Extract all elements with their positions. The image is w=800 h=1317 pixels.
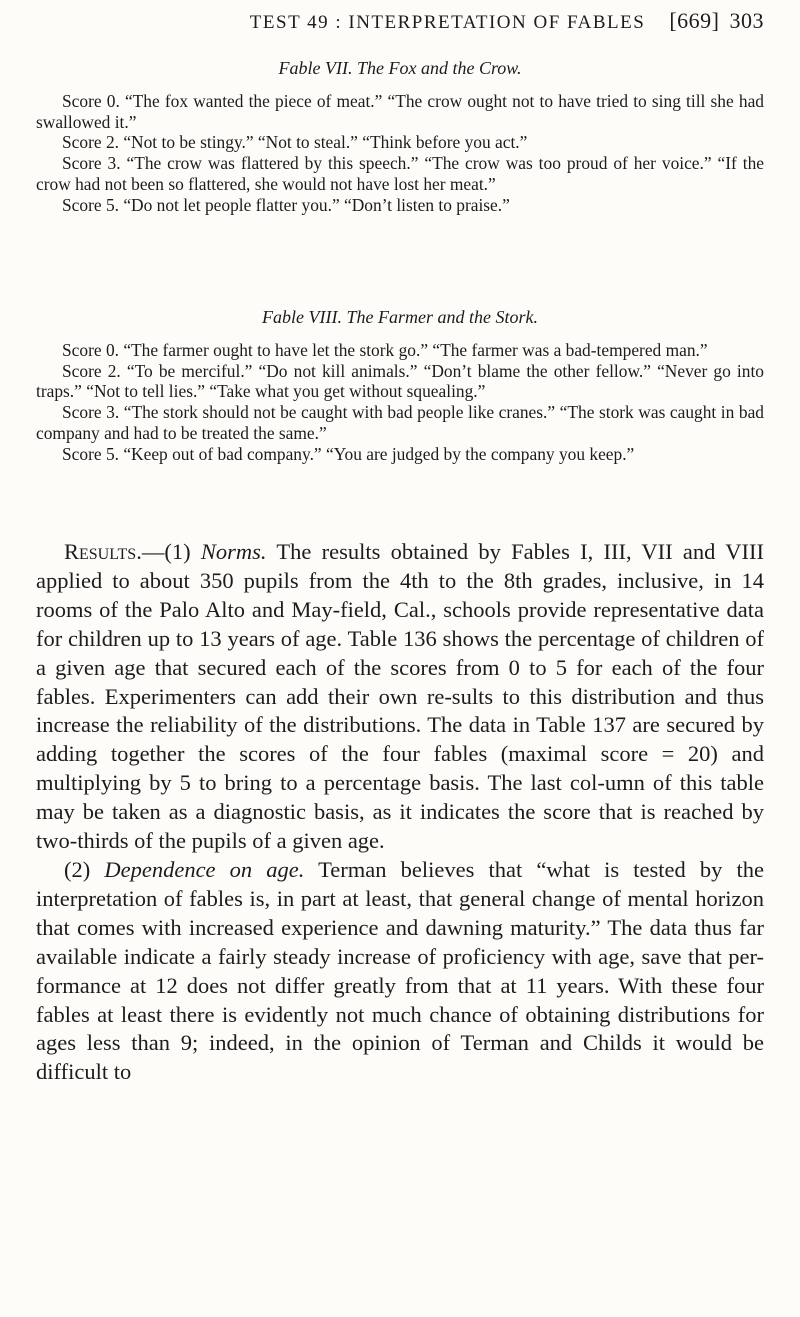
page-number: 303: [729, 8, 764, 33]
fable-vii-score-5: Score 5. “Do not let people flatter you.” “Don’t listen to praise.”: [62, 194, 510, 215]
norms-paragraph: [36, 538, 764, 856]
norms-title: Norms.: [200, 539, 267, 564]
norms-number: —(1): [141, 539, 201, 564]
fable-viii-score-5: Score 5. “Keep out of bad company.” “You are judged by the company you keep.”: [62, 443, 635, 464]
bracket-number: [669]: [669, 8, 720, 33]
fable-vii-section: [36, 58, 764, 216]
results-lead: Results.: [64, 539, 142, 564]
fable-viii-section: [36, 307, 764, 465]
fable-vii-score-3: Score 3. “The crow was flattered by this speech.” “The crow was too proud of her voice.” “If the crow had not been so flattered, she would not have lost her meat.”: [36, 153, 764, 194]
fable-vii-score-0: Score 0. “The fox wanted the piece of meat.” “The crow ought not to have tried to sing till she had swallowed it.”: [36, 90, 764, 132]
fable-viii-score-2: Score 2. “To be merciful.” “Do not kill animals.” “Don’t blame the other fellow.” “Never go into traps.” “Not to tell lies.” “Take what you get without squealing.”: [36, 360, 764, 402]
fable-viii-score-0: Score 0. “The farmer ought to have let the stork go.” “The farmer was a bad-tempered man.”: [62, 339, 708, 360]
age-text: Terman believes that “what is tested by the interpretation of fables is, in part at least, that general change of mental horizon that comes with increased experience and dawning maturity.” The data thus far available indicate a fairly steady increase of proficiency with age, save that per-formance at 12 does not differ greatly from that at 11 years. With these four fables at least there is evidently not much chance of obtaining distributions for ages less than 9; indeed, in the opinion of Terman and Childs it would be difficult to: [36, 856, 765, 1085]
age-title: Dependence on age.: [104, 856, 305, 882]
running-head: [36, 8, 764, 34]
running-title: TEST 49 : INTERPRETATION OF FABLES: [249, 12, 646, 33]
results-section: [36, 538, 764, 1087]
age-paragraph: [36, 856, 764, 1087]
fable-viii-heading: Fable VIII. The Farmer and the Stork.: [262, 307, 538, 327]
fable-vii-score-2: Score 2. “Not to be stingy.” “Not to steal.” “Think before you act.”: [62, 132, 528, 153]
fable-viii-score-3: Score 3. “The stork should not be caught with bad people like cranes.” “The stork was caught in bad company and had to be treated the same.”: [36, 402, 764, 443]
page-number-block: [669, 8, 764, 34]
fable-vii-heading: Fable VII. The Fox and the Crow.: [278, 58, 522, 78]
age-number: (2): [64, 856, 105, 882]
norms-text: The results obtained by Fables I, III, VII and VIII applied to about 350 pupils from the 4th to the 8th grades, inclusive, in 14 rooms of the Palo Alto and May-field, Cal., schools provide representative data for children up to 13 years of age. Table 136 shows the percentage of children of a given age that secured each of the scores from 0 to 5 for each of the four fables. Experimenters can add their own re-sults to this distribution and thus increase the reliability of the distributions. The data in Table 137 are secured by adding together the scores of the four fables (maximal score = 20) and multiplying by 5 to bring to a percentage basis. The last col-umn of this table may be taken as a diagnostic basis, as it indicates the score that is reached by two-thirds of the pupils of a given age.: [36, 539, 764, 854]
